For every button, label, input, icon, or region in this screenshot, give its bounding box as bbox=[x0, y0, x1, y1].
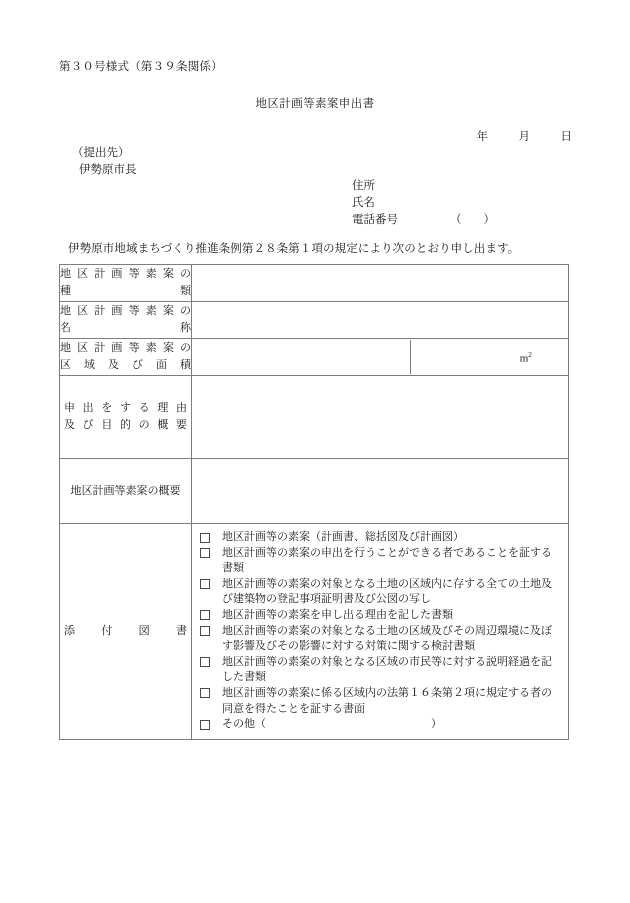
table-row bbox=[60, 524, 569, 740]
checkbox-icon[interactable] bbox=[200, 657, 210, 667]
attachment-label: 地区計画等の素案の対象となる土地の区域内に存する全ての土地及び建築物の登記事項証明書及び公図の写し bbox=[222, 577, 552, 606]
list-item-other[interactable] bbox=[196, 717, 562, 733]
row-label-type-line1: 地区計画等素案の bbox=[60, 268, 191, 280]
checkbox-icon[interactable] bbox=[200, 720, 210, 730]
row-label-area bbox=[60, 339, 192, 376]
phone-paren-open: （ bbox=[450, 214, 462, 226]
date-line bbox=[477, 128, 573, 144]
list-item[interactable] bbox=[196, 546, 562, 577]
checkbox-icon[interactable] bbox=[200, 548, 210, 558]
row-label-name-line2: 名称 bbox=[60, 322, 191, 334]
applicant-name-label: 氏名 bbox=[352, 197, 375, 209]
checkbox-icon[interactable] bbox=[200, 688, 210, 698]
attachment-other-label: その他（ bbox=[222, 718, 266, 731]
date-day-label: 日 bbox=[560, 131, 572, 143]
row-label-reason-line1: 申出をする理由 bbox=[64, 402, 187, 414]
applicant-phone-row bbox=[352, 212, 495, 229]
checkbox-icon[interactable] bbox=[200, 533, 210, 543]
row-label-outline bbox=[60, 459, 192, 524]
phone-paren-group bbox=[450, 212, 495, 229]
document-title: 地区計画等素案申出書 bbox=[255, 98, 375, 110]
list-item[interactable] bbox=[196, 655, 562, 686]
attachment-checklist bbox=[192, 524, 568, 739]
applicant-block bbox=[352, 178, 495, 229]
submit-to-label: （提出先） bbox=[72, 147, 130, 159]
attachment-label: 地区計画等の素案（計画書、総括図及び計画図） bbox=[222, 531, 464, 543]
area-size-cell[interactable] bbox=[411, 340, 569, 374]
checkbox-icon[interactable] bbox=[200, 579, 210, 589]
attachment-label: 地区計画等の素案の申出を行うことができる者であることを証する書類 bbox=[222, 546, 552, 575]
table-row bbox=[60, 459, 569, 524]
row-label-attachments bbox=[60, 524, 192, 740]
list-item[interactable] bbox=[196, 530, 562, 546]
submit-to-block bbox=[72, 145, 137, 179]
area-region-input[interactable] bbox=[192, 340, 411, 374]
row-label-type bbox=[60, 265, 192, 302]
row-value-reason[interactable] bbox=[192, 376, 569, 459]
attachment-other-row bbox=[222, 717, 562, 733]
table-row bbox=[60, 302, 569, 339]
form-number: 第３０号様式（第３９条関係） bbox=[59, 61, 223, 73]
application-table bbox=[59, 264, 569, 740]
table-row bbox=[60, 265, 569, 302]
row-label-reason bbox=[60, 376, 192, 459]
row-value-name[interactable] bbox=[192, 302, 569, 339]
row-value-type[interactable] bbox=[192, 265, 569, 302]
row-label-area-line2: 区域及び面積 bbox=[60, 359, 191, 371]
row-value-area[interactable] bbox=[192, 339, 569, 376]
checkbox-icon[interactable] bbox=[200, 610, 210, 620]
row-label-outline-text: 地区計画等素案の概要 bbox=[70, 484, 181, 497]
row-label-attachments-text: 添付図書 bbox=[64, 624, 187, 637]
row-label-name bbox=[60, 302, 192, 339]
list-item[interactable] bbox=[196, 608, 562, 624]
checkbox-icon[interactable] bbox=[200, 626, 210, 636]
applicant-address-label: 住所 bbox=[352, 180, 375, 192]
row-label-type-line2: 種類 bbox=[60, 285, 191, 297]
attachment-label: 地区計画等の素案に係る区域内の法第１６条第２項に規定する者の同意を得たことを証する書面 bbox=[222, 686, 552, 715]
submit-to-name: 伊勢原市長 bbox=[79, 164, 137, 176]
table-row bbox=[60, 339, 569, 376]
row-label-name-line1: 地区計画等素案の bbox=[60, 305, 191, 317]
attachment-label: 地区計画等の素案の対象となる土地の区域及びその周辺環境に及ぼす影響及びその影響に対する対策に関する検討書類 bbox=[222, 624, 552, 653]
date-year-label: 年 bbox=[476, 131, 488, 143]
row-label-area-line1: 地区計画等素案の bbox=[60, 342, 191, 354]
area-unit-label: $m^2$ bbox=[519, 349, 532, 365]
preamble-text: 伊勢原市地域まちづくり推進条例第２８条第１項の規定により次のとおり申し出ます。 bbox=[68, 243, 520, 255]
table-row bbox=[60, 376, 569, 459]
phone-paren-close: ） bbox=[483, 214, 495, 226]
attachment-list-cell bbox=[192, 524, 569, 740]
applicant-phone-label: 電話番号 bbox=[352, 214, 398, 226]
list-item[interactable] bbox=[196, 577, 562, 608]
row-value-outline[interactable] bbox=[192, 459, 569, 524]
attachment-label: 地区計画等の素案の対象となる区域の市民等に対する説明経過を記した書類 bbox=[222, 655, 552, 684]
attachment-label: 地区計画等の素案を申し出る理由を記した書類 bbox=[222, 608, 453, 621]
attachment-other-close: ） bbox=[431, 718, 442, 731]
list-item[interactable] bbox=[196, 624, 562, 655]
list-item[interactable] bbox=[196, 686, 562, 717]
date-month-label: 月 bbox=[518, 131, 530, 143]
row-label-reason-line2: 及び目的の概要 bbox=[64, 419, 187, 431]
